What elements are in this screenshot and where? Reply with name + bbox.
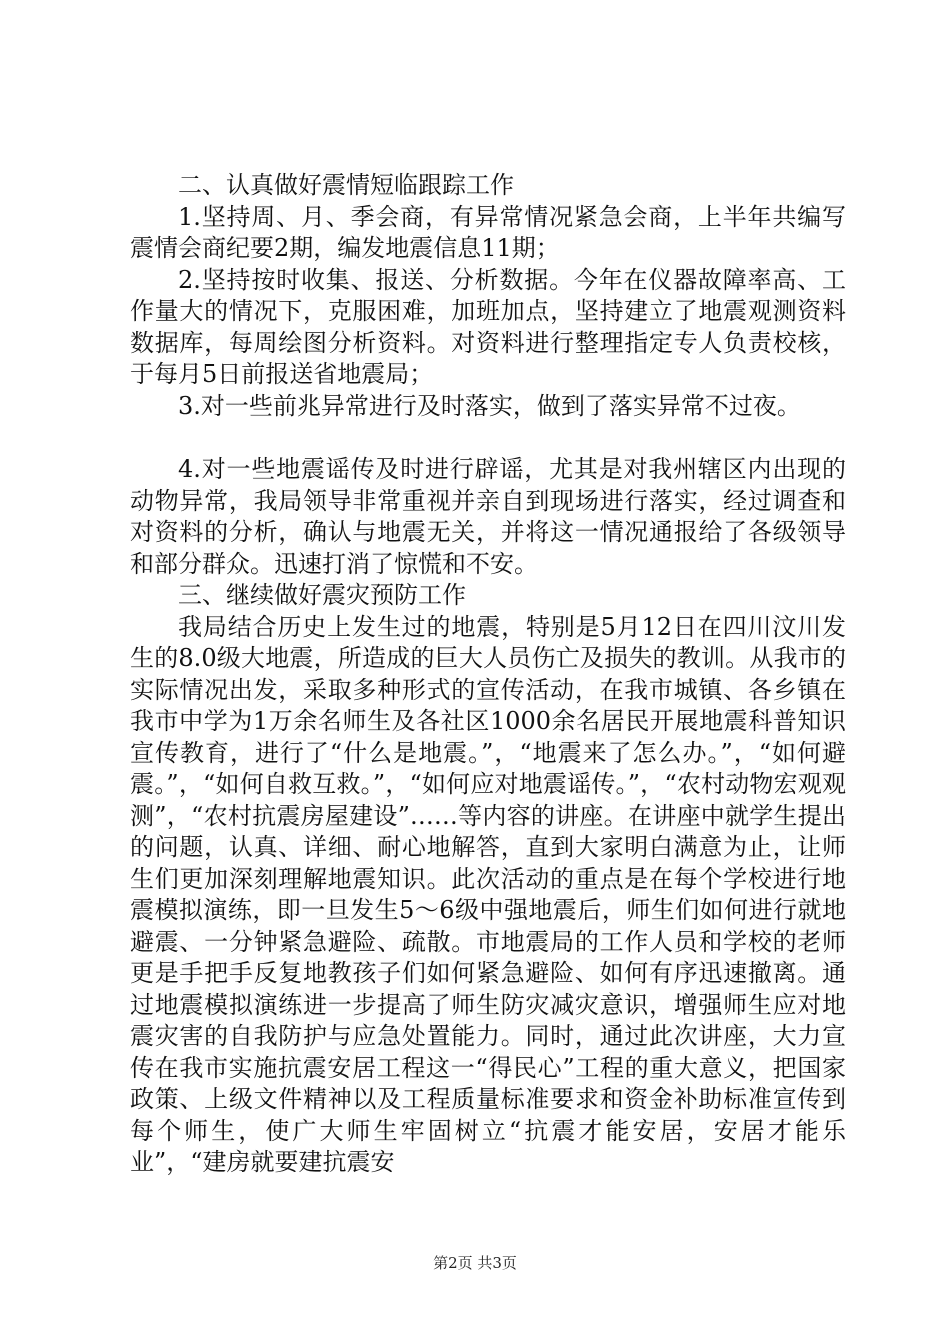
list-item-4: 4.对一些地震谣传及时进行辟谣，尤其是对我州辖区内出现的动物异常，我局领导非常重视并亲自到现场进行落实，经过调查和对资料的分析，确认与地震无关，并将这一情况通报给了各级领导和部分群众。迅速打消了惊慌和不安。 — [130, 455, 846, 578]
list-item-2: 2.坚持按时收集、报送、分析数据。今年在仪器故障率高、工作量大的情况下，克服困难，加班加点，坚持建立了地震观测资料数据库，每周绘图分析资料。对资料进行整理指定专人负责校核，于每月5日前报送省地震局； — [130, 265, 846, 388]
document-body — [130, 170, 846, 1179]
page-number-footer: 第2页 共3页 — [433, 1254, 517, 1272]
paragraph-gap — [130, 422, 846, 454]
list-item-3: 3.对一些前兆异常进行及时落实，做到了落实异常不过夜。 — [178, 391, 801, 420]
body-paragraph: 我局结合历史上发生过的地震，特别是5月12日在四川汶川发生的8.0级大地震，所造成的巨大人员伤亡及损失的教训。从我市的实际情况出发，采取多种形式的宣传活动，在我市城镇、各乡镇在我市中学为1万余名师生及各社区1000余名居民开展地震科普知识宣传教育，进行了“什么是地震。”，“地震来了怎么办。”，“如何避震。”，“如何自救互救。”，“如何应对地震谣传。”，“农村动物宏观观测”，“农村抗震房屋建设”……等内容的讲座。在讲座中就学生提出的问题，认真、详细、耐心地解答，直到大家明白满意为止，让师生们更加深刻理解地震知识。此次活动的重点是在每个学校进行地震模拟演练，即一旦发生5～6级中强地震后，师生们如何进行就地避震、一分钟紧急避险、疏散。市地震局的工作人员和学校的老师更是手把手反复地教孩子们如何紧急避险、如何有序迅速撤离。通过地震模拟演练进一步提高了师生防灾减灾意识，增强师生应对地震灾害的自我防护与应急处置能力。同时，通过此次讲座，大力宣传在我市实施抗震安居工程这一“得民心”工程的重大意义，把国家政策、上级文件精神以及工程质量标准要求和资金补助标准宣传到每个师生，使广大师生牢固树立“抗震才能安居，安居才能乐业”，“建房就要建抗震安 — [130, 612, 846, 1176]
list-item-1: 1.坚持周、月、季会商，有异常情况紧急会商，上半年共编写震情会商纪要2期，编发地震信息11期； — [130, 202, 846, 262]
section-heading-2: 二、认真做好震情短临跟踪工作 — [178, 171, 514, 199]
section-heading-3: 三、继续做好震灾预防工作 — [178, 581, 466, 609]
